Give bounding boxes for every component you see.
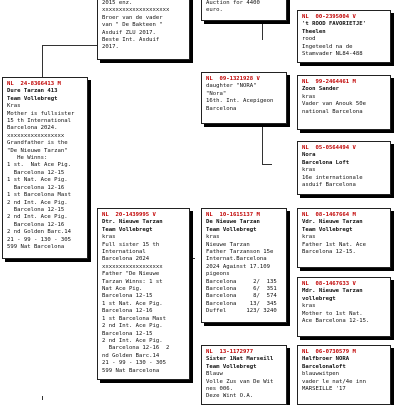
card-line: He Winns:: [7, 155, 48, 162]
card-line: Barcelona 12-15: [102, 330, 153, 337]
card-line: Tarzan Winns: 1 st: [102, 278, 163, 285]
card-line: Mother to 1st Nat.: [302, 310, 363, 317]
connector-line: [262, 164, 272, 165]
ring-number: NL 08-1467633 V: [302, 281, 356, 287]
pedigree-card-far-right-5[interactable]: [297, 345, 391, 405]
card-line: Ace Barcelona 12-15.: [302, 318, 370, 325]
card-line: Stamvader NL84-488: [302, 51, 363, 58]
card-line: 1 st. Nat Ace Pig.: [7, 162, 71, 169]
card-line: Barcelona 8/ 574: [206, 293, 277, 300]
card-line: blauwwitpen: [302, 371, 340, 378]
card-line: Kras: [7, 103, 21, 110]
pedigree-card-far-right-2[interactable]: [297, 141, 391, 195]
card-line: Barcelona 13/ 345: [206, 300, 277, 307]
card-line: Nora: [302, 152, 316, 159]
ring-number: NL 10-1615137 M: [206, 212, 260, 218]
card-line: Barcelona 6/ 351: [206, 286, 277, 293]
card-line: 2 nd Int. Ace Pig.: [7, 199, 68, 206]
pedigree-card-top-mid[interactable]: [97, 0, 190, 60]
card-line: daughter "NORA": [206, 83, 257, 90]
ring-number: NL 99-2464461 M: [302, 79, 356, 85]
card-line: xxxxxxxxxxxxxxxxxx: [102, 263, 163, 270]
card-line: Ingeteeld na de: [302, 43, 353, 50]
card-line: Nat Ace Pig.: [102, 286, 143, 293]
card-line: Barcelonaloft: [302, 363, 346, 370]
card-line: 21 - 99 - 130 - 305: [102, 360, 166, 367]
card-line: 2 nd Int. Ace Pig.: [102, 323, 163, 330]
card-line: Barcelona 12-16: [102, 308, 153, 315]
card-line: Full sister 15 th: [102, 241, 160, 248]
card-line: Barcelona 2024: [102, 256, 150, 263]
card-line: Team Vollebregt: [7, 95, 58, 102]
card-line: Team Vollebregt: [302, 226, 353, 233]
card-line: 2024 Against 17.109: [206, 263, 270, 270]
card-line: 2015 enz.: [102, 0, 133, 6]
pedigree-card-far-right-1[interactable]: [297, 75, 391, 130]
card-line: xxxxxxxxxxxxxxxxxxxx: [102, 7, 170, 14]
card-line: 2 nd Int. Ace Pig.: [102, 337, 163, 344]
card-line: Father Tarzanson 15e: [206, 249, 274, 256]
pedigree-card-main[interactable]: [2, 77, 88, 259]
card-line: Team Vollebregt: [102, 226, 153, 233]
card-line: Vader van Anouk 50e: [302, 101, 366, 108]
card-line: 16e internationale: [302, 174, 363, 181]
card-line: vader le nat/4e inn: [302, 378, 366, 385]
card-line: rood: [302, 36, 316, 43]
card-line: Barcelona Loft: [302, 159, 350, 166]
pedigree-card-top-right-2[interactable]: [297, 10, 391, 63]
card-line: nes 006.: [206, 386, 233, 393]
card-line: Mother is fullsister: [7, 110, 75, 117]
card-line: Duffel 123/ 3240: [206, 308, 277, 315]
card-line: Sister 1Nat Marseill: [206, 356, 274, 363]
pedigree-card-far-right-4[interactable]: [297, 277, 391, 337]
pedigree-card-bottom-mid[interactable]: [201, 345, 287, 405]
ring-number: NL 08-1467664 M: [302, 212, 356, 218]
connector-line: [42, 45, 98, 46]
card-line: Broer van de vader: [102, 14, 163, 21]
card-line: Mdr. Nieuwe Tarzan: [302, 288, 363, 295]
card-line: Barcelona 12-15: [7, 206, 65, 213]
card-line: Asduif ZLU 2017.: [102, 29, 156, 36]
card-line: 1 st Nat. Ace Pig.: [7, 177, 68, 184]
card-line: Barcelona 12-16 2: [102, 345, 170, 352]
card-line: xxxxxxxxxxxxxxxxx: [7, 132, 65, 139]
card-line: Nieuwe Tarzan: [206, 241, 250, 248]
card-line: Halfbroer NORA: [302, 356, 350, 363]
card-line: Deze Wint O.A.: [206, 393, 254, 400]
card-line: kras: [102, 234, 116, 241]
card-line: Barcelona 2/ 135: [206, 278, 277, 285]
card-line: Grandfather is the: [7, 140, 68, 147]
card-line: Barcelona 12-15: [7, 169, 65, 176]
card-line: 1 st Nat. Ace Pig.: [102, 300, 163, 307]
card-line: 599 Nat Barcelona: [7, 243, 65, 250]
card-line: De Nieuwe Tarzan: [206, 219, 260, 226]
card-line: 2 nd Int. Ace Pig.: [7, 214, 68, 221]
card-line: Barcelona 2024.: [7, 125, 58, 132]
pedigree-card-top-right-1[interactable]: [201, 0, 287, 21]
card-line: Dtr. Nieuwe Tarzan: [102, 219, 163, 226]
card-line: Father "De Nieuwe: [102, 271, 160, 278]
pedigree-card-far-right-3[interactable]: [297, 208, 391, 268]
ring-number: NL 06-0730579 M: [302, 349, 356, 355]
ring-number: NL 24-8366413 M: [7, 81, 61, 87]
ring-number: NL 00-2395004 V: [302, 14, 356, 20]
card-line: national Barcelona: [302, 108, 363, 115]
card-line: kras: [206, 234, 220, 241]
pedigree-card-father[interactable]: [97, 208, 190, 380]
card-line: Vdr. Nieuwe Tarzan: [302, 219, 363, 226]
card-line: 2 nd Golden Barc.14: [7, 229, 71, 236]
card-line: 599 Nat Barcelona: [102, 367, 160, 374]
card-line: 15 th International: [7, 118, 71, 125]
card-line: Auction for 4400: [206, 0, 260, 6]
card-line: Father 1st Nat. Ace: [302, 241, 366, 248]
card-line: Team Vollebregt: [206, 226, 257, 233]
card-line: Barcelona: [206, 105, 237, 112]
card-line: 1 st Barcelona Mast: [7, 192, 71, 199]
card-line: 't ROOD FAVORIETJE': [302, 21, 366, 28]
card-line: euro.: [206, 7, 223, 14]
card-line: kras: [302, 167, 316, 174]
card-line: Internat.Barcelona: [206, 256, 267, 263]
connector-line: [42, 45, 43, 77]
ring-number: NL 05-0564494 V: [302, 145, 356, 151]
card-line: Zoon Sander: [302, 86, 340, 93]
card-line: 21 - 99 - 130 - 305: [7, 236, 71, 243]
card-line: vollebregt: [302, 295, 336, 302]
card-line: Barcelona 12-15.: [302, 249, 356, 256]
card-line: "Nora": [206, 90, 227, 97]
card-line: nd Golden Barc.14: [102, 352, 160, 359]
card-line: Beste Int. Asduif: [102, 37, 160, 44]
card-line: Team Vollebregt: [206, 363, 257, 370]
card-line: 16th. Int. Acepigeon: [206, 98, 274, 105]
card-line: Barcelona 12-16: [7, 221, 65, 228]
card-line: pigeons: [206, 271, 230, 278]
card-line: Barcelona 12-15: [102, 293, 153, 300]
card-line: 1 st Barcelona Mast: [102, 315, 166, 322]
card-line: MARSEILLE '17: [302, 386, 346, 393]
card-line: Blauw: [206, 371, 223, 378]
ring-number: NL 13-1172977: [206, 349, 254, 355]
ring-number: NL 09-1321928 V: [206, 76, 260, 82]
card-line: Volle Zus van De Wit: [206, 378, 274, 385]
pedigree-card-tarzan[interactable]: [201, 208, 287, 323]
card-line: Theelen: [302, 28, 326, 35]
card-line: "De Nieuwe Tarzan": [7, 147, 68, 154]
card-line: International: [102, 249, 146, 256]
card-line: Dure Tarzan 413: [7, 88, 58, 95]
card-line: asduif Barcelona: [302, 182, 356, 189]
card-line: kras: [302, 93, 316, 100]
pedigree-card-mid-right-1[interactable]: [201, 72, 287, 124]
card-line: Barcelona 12-16: [7, 184, 65, 191]
card-line: van " De Bakteen ": [102, 22, 163, 29]
card-line: 2017.: [102, 44, 119, 51]
card-line: kras: [302, 234, 316, 241]
ring-number: NL 20-1439995 V: [102, 212, 156, 218]
card-line: kras: [302, 303, 316, 310]
